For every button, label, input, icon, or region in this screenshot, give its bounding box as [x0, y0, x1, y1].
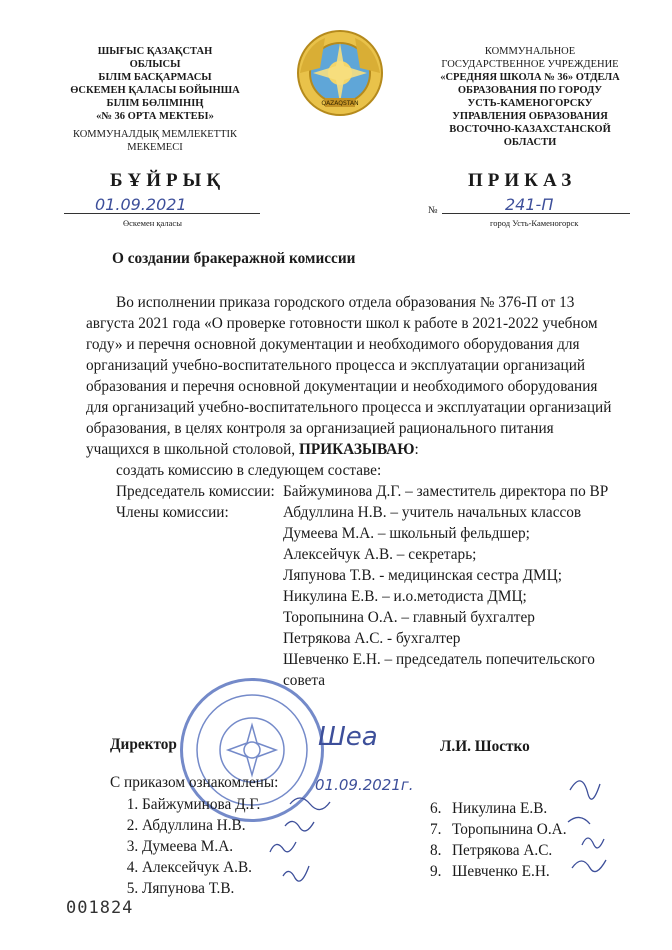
acquainted-person: Торопынина О.А.: [452, 821, 567, 838]
list-number: 9.: [430, 863, 442, 880]
order-keyword: ПРИКАЗЫВАЮ: [298, 441, 415, 458]
member: Абдуллина Н.В. – учитель начальных классов: [283, 504, 582, 521]
acquainted-person: 2. Абдуллина Н.В.: [142, 815, 260, 836]
paragraph-line: образования и перечня основной документации и необходимого оборудования: [86, 378, 598, 395]
order-intro: создать комиссию в следующем составе:: [116, 462, 382, 479]
number-prefix: №: [428, 205, 438, 216]
acquainted-person: Шевченко Е.Н.: [452, 863, 550, 880]
paragraph-text: учащихся в школьной столовой,: [86, 441, 299, 458]
paragraph-line: году» и перечня основной документации и необходимого оборудования для: [86, 336, 580, 353]
header-sub: ГОСУДАРСТВЕННОЕ УЧРЕЖДЕНИЕ: [441, 59, 619, 70]
serial-number: 001824: [66, 898, 134, 918]
list-number: 6.: [430, 800, 442, 817]
members-label: Члены комиссии:: [116, 504, 229, 521]
header-sub: МЕКЕМЕСІ: [127, 142, 183, 153]
emblem-text: QAZAQSTAN: [321, 100, 359, 107]
member: Никулина Е.В. – и.о.методиста ДМЦ;: [283, 588, 527, 605]
header-line: ОБЛЫСЫ: [129, 59, 181, 70]
header-line: «№ 36 ОРТА МЕКТЕБІ»: [96, 111, 214, 122]
paragraph-line: Во исполнении приказа городского отдела образования № 376-П от 13: [116, 294, 575, 311]
chair-name: Байжуминова Д.Г. – заместитель директора по ВР: [283, 483, 609, 500]
number-place: город Усть-Каменогорск: [490, 218, 579, 228]
list-number: 7.: [430, 821, 442, 838]
acquainted-person: Никулина Е.В.: [452, 800, 548, 817]
member: Петрякова А.С. - бухгалтер: [283, 630, 461, 647]
header-line: ШЫҒЫС ҚАЗАҚСТАН: [97, 46, 213, 57]
date-handwritten: 01.09.2021: [95, 195, 187, 214]
header-line: УПРАВЛЕНИЯ ОБРАЗОВАНИЯ: [452, 111, 608, 122]
header-line: «СРЕДНЯЯ ШКОЛА № 36» ОТДЕЛА: [440, 72, 620, 83]
member: Ляпунова Т.В. - медицинская сестра ДМЦ;: [283, 567, 562, 584]
acquainted-person: 4. Алексейчук А.В.: [142, 857, 260, 878]
header-sub: КОММУНАЛДЫҚ МЕМЛЕКЕТТІК: [72, 129, 238, 140]
header-line: ОБЛАСТИ: [503, 137, 557, 148]
subject: О создании бракеражной комиссии: [112, 250, 356, 267]
member: Думеева М.А. – школьный фельдшер;: [283, 525, 530, 542]
date-place: Өскемен қаласы: [123, 218, 182, 228]
acquainted-person: 1. Байжуминова Д.Г.: [142, 794, 260, 815]
header-line: ВОСТОЧНО-КАЗАХСТАНСКОЙ: [449, 124, 611, 135]
colon: :: [414, 441, 419, 458]
acquainted-date: 01.09.2021г.: [315, 776, 414, 794]
director-name: Л.И. Шостко: [440, 738, 530, 755]
chair-label: Председатель комиссии:: [116, 483, 275, 500]
director-signature: Шеа: [318, 722, 378, 752]
number-handwritten: 241-П: [505, 195, 554, 214]
acquainted-person: 5. Ляпунова Т.В.: [142, 878, 260, 899]
member: Шевченко Е.Н. – председатель попечительского: [283, 651, 595, 668]
paragraph-line: августа 2021 года «О проверке готовности школ к работе в 2021-2022 учебном: [86, 315, 598, 332]
header-line: ОБРАЗОВАНИЯ ПО ГОРОДУ: [457, 85, 603, 96]
acquainted-person: Петрякова А.С.: [452, 842, 553, 859]
acquainted-person: 3. Думеева М.А.: [142, 836, 260, 857]
paragraph-line: образования, в целях контроля за организацией рационального питания: [86, 420, 554, 437]
director-label: Директор: [110, 736, 177, 753]
header-line: БІЛІМ БӨЛІМІНІҢ: [106, 98, 204, 109]
doc-title-ru: ПРИКАЗ: [468, 170, 577, 191]
header-line: УСТЬ-КАМЕНОГОРСКУ: [467, 98, 593, 109]
member: Торопынина О.А. – главный бухгалтер: [283, 609, 535, 626]
paragraph-line: организаций учебно-воспитательного процесса и эксплуатации организаций: [86, 357, 586, 374]
header-sub: КОММУНАЛЬНОЕ: [484, 46, 576, 57]
paragraph-line: для организаций учебно-воспитательного процесса и эксплуатации организаций: [86, 399, 612, 416]
list-number: 8.: [430, 842, 442, 859]
acquainted-label: С приказом ознакомлены:: [110, 774, 279, 791]
member-cont: совета: [283, 672, 326, 689]
header-line: БІЛІМ БАСҚАРМАСЫ: [98, 72, 212, 83]
member: Алексейчук А.В. – секретарь;: [283, 546, 477, 563]
doc-title-kz: БҰЙРЫҚ: [110, 170, 226, 191]
header-line: ӨСКЕМЕН ҚАЛАСЫ БОЙЫНША: [70, 85, 240, 96]
